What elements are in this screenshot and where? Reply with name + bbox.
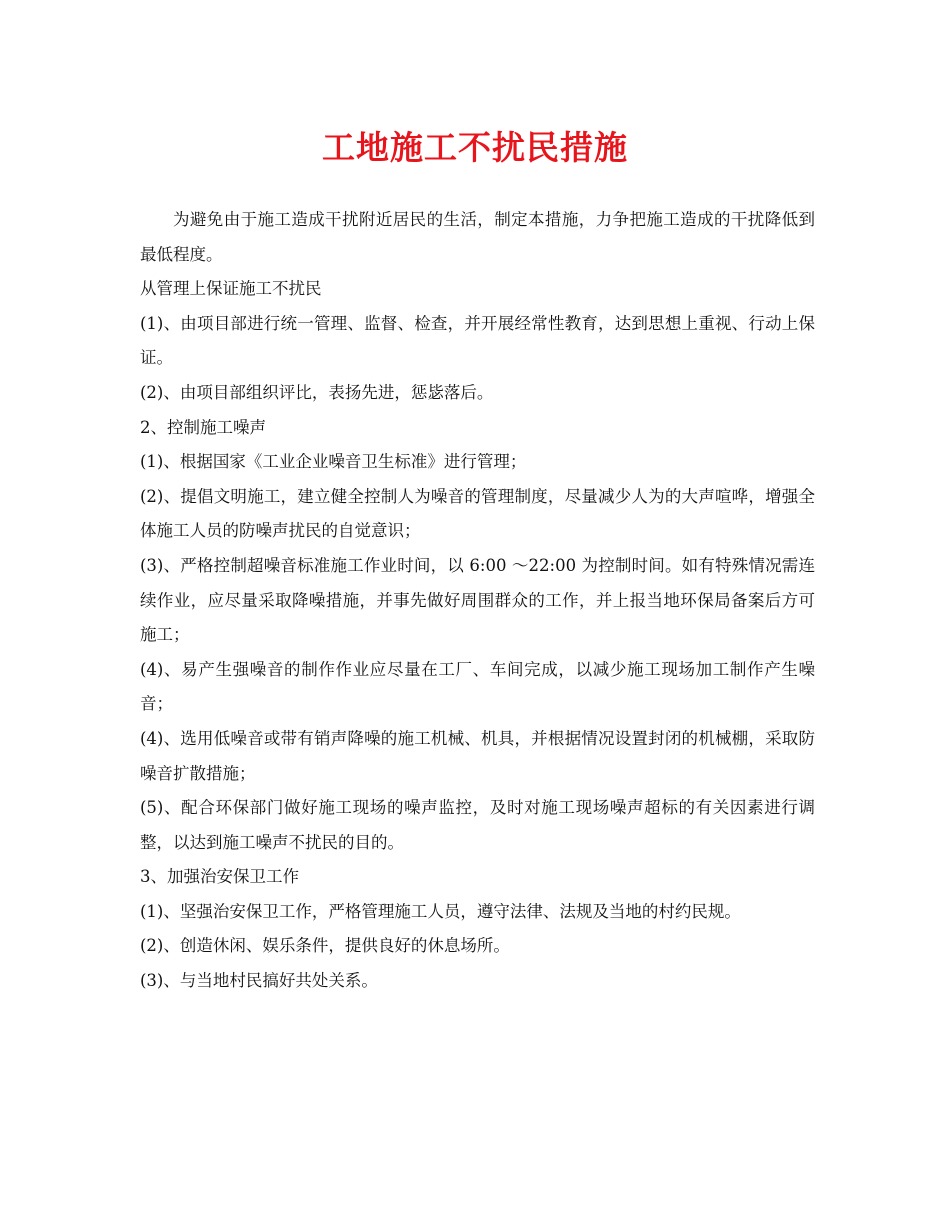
list-item: (3)、严格控制超噪音标准施工作业时间，以 6:00 ～22:00 为控制时间。如有特殊情况需连续作业，应尽量采取降噪措施，并事先做好周围群众的工作，并上报当地环保局备案后方可施工；: [140, 555, 815, 645]
intro-paragraph: 为避免由于施工造成干扰附近居民的生活，制定本措施，力争把施工造成的干扰降低到最低程度。: [140, 210, 815, 264]
list-item: (4)、选用低噪音或带有销声降噪的施工机械、机具，并根据情况设置封闭的机械棚，采取防噪音扩散措施；: [140, 728, 815, 783]
list-item: (1)、坚强治安保卫工作，严格管理施工人员，遵守法律、法规及当地的村约民规。: [140, 901, 741, 921]
section-heading-security: 3、加强治安保卫工作: [140, 867, 299, 887]
section-heading-noise: 2、控制施工噪声: [140, 417, 266, 437]
list-item: (5)、配合环保部门做好施工现场的噪声监控，及时对施工现场噪声超标的有关因素进行调整，以达到施工噪声不扰民的目的。: [140, 798, 815, 852]
document-title: 工地施工不扰民措施: [322, 128, 628, 167]
list-item: (1)、由项目部进行统一管理、监督、检查，并开展经常性教育，达到思想上重视、行动上保证。: [140, 313, 815, 368]
list-item: (4)、易产生强噪音的制作作业应尽量在工厂、车间完成，以减少施工现场加工制作产生噪音；: [140, 659, 815, 714]
list-item: (1)、根据国家《工业企业噪音卫生标准》进行管理；: [140, 452, 527, 472]
document-body: [140, 203, 815, 999]
list-item: (3)、与当地村民搞好共处关系。: [140, 971, 378, 991]
list-item: (2)、提倡文明施工，建立健全控制人为噪音的管理制度，尽量减少人为的大声喧哗，增强全体施工人员的防噪声扰民的自觉意识；: [140, 486, 815, 541]
section-heading-management: 从管理上保证施工不扰民: [140, 279, 322, 299]
list-item: (2)、由项目部组织评比，表扬先进，惩毖落后。: [140, 382, 494, 402]
list-item: (2)、创造休闲、娱乐条件，提供良好的休息场所。: [140, 936, 510, 956]
